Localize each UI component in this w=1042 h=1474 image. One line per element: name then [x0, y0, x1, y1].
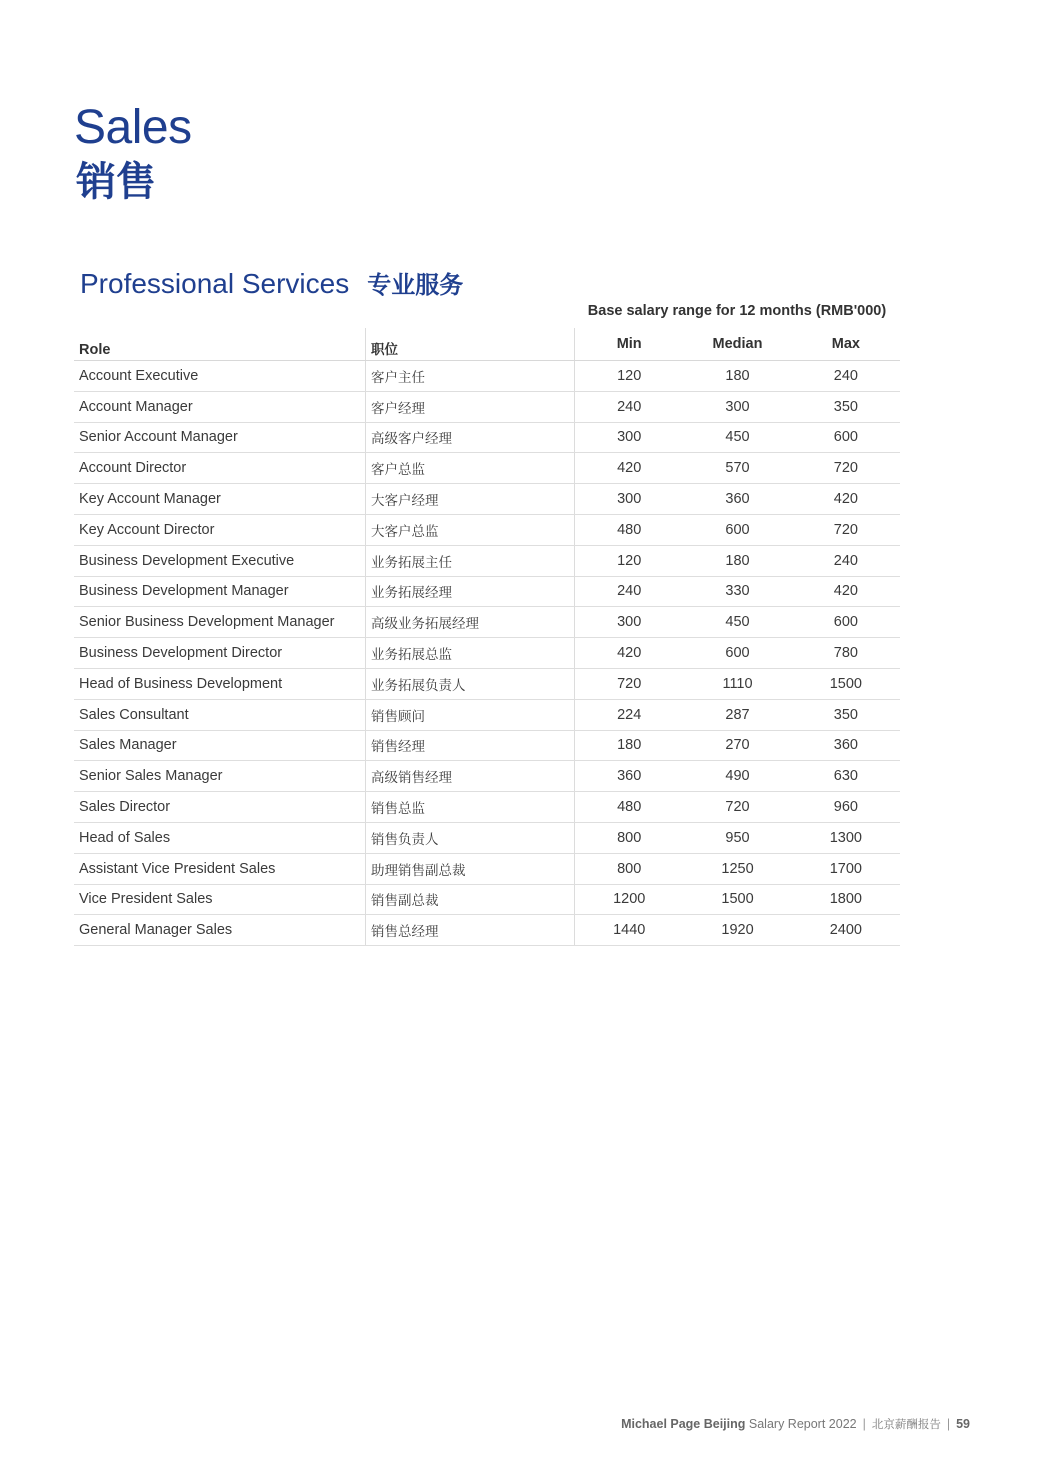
table-row [74, 607, 900, 638]
page-title: Sales [74, 101, 192, 154]
footer-report: Salary Report 2022 [748, 1417, 857, 1431]
cell-role: Senior Sales Manager [74, 761, 365, 792]
cell-min: 240 [575, 576, 684, 607]
table-row [74, 638, 900, 669]
cell-role: Senior Account Manager [74, 422, 365, 453]
cell-median: 330 [683, 576, 791, 607]
cell-min: 120 [575, 361, 684, 392]
table-row [74, 761, 900, 792]
cell-role: Business Development Director [74, 638, 365, 669]
cell-min: 720 [575, 668, 684, 699]
cell-median: 180 [683, 545, 791, 576]
table-row [74, 453, 900, 484]
table-row [74, 822, 900, 853]
cell-role-chinese: 助理销售副总裁 [365, 853, 574, 884]
cell-role: Account Executive [74, 361, 365, 392]
cell-max: 720 [792, 453, 900, 484]
cell-role-chinese: 客户主任 [365, 361, 574, 392]
cell-median: 450 [683, 607, 791, 638]
table-body [74, 361, 900, 946]
cell-max: 350 [792, 699, 900, 730]
cell-role-chinese: 客户总监 [365, 453, 574, 484]
table-row [74, 730, 900, 761]
cell-min: 300 [575, 422, 684, 453]
cell-median: 950 [683, 822, 791, 853]
cell-role: Head of Business Development [74, 668, 365, 699]
cell-max: 420 [792, 484, 900, 515]
cell-role-chinese: 业务拓展负责人 [365, 668, 574, 699]
cell-role: Sales Consultant [74, 699, 365, 730]
cell-min: 300 [575, 607, 684, 638]
cell-min: 300 [575, 484, 684, 515]
cell-median: 720 [683, 792, 791, 823]
cell-min: 1200 [575, 884, 684, 915]
table-row [74, 361, 900, 392]
cell-median: 1110 [683, 668, 791, 699]
cell-min: 1440 [575, 915, 684, 946]
cell-role-chinese: 业务拓展主任 [365, 545, 574, 576]
cell-min: 800 [575, 822, 684, 853]
cell-min: 800 [575, 853, 684, 884]
table-row [74, 391, 900, 422]
table-row [74, 545, 900, 576]
cell-median: 570 [683, 453, 791, 484]
cell-max: 240 [792, 361, 900, 392]
salary-table [74, 328, 900, 946]
cell-max: 2400 [792, 915, 900, 946]
cell-max: 1700 [792, 853, 900, 884]
cell-min: 420 [575, 453, 684, 484]
cell-min: 180 [575, 730, 684, 761]
cell-min: 420 [575, 638, 684, 669]
salary-range-caption: Base salary range for 12 months (RMB'000) [587, 303, 887, 319]
cell-median: 270 [683, 730, 791, 761]
cell-max: 960 [792, 792, 900, 823]
page-title-chinese: 销售 [76, 159, 156, 205]
table-row [74, 576, 900, 607]
cell-median: 490 [683, 761, 791, 792]
cell-role: Head of Sales [74, 822, 365, 853]
cell-role: Key Account Director [74, 514, 365, 545]
cell-median: 600 [683, 514, 791, 545]
cell-role: Account Manager [74, 391, 365, 422]
cell-role: Vice President Sales [74, 884, 365, 915]
cell-max: 600 [792, 422, 900, 453]
cell-max: 360 [792, 730, 900, 761]
cell-max: 350 [792, 391, 900, 422]
table-row [74, 884, 900, 915]
table-row [74, 514, 900, 545]
table-row [74, 792, 900, 823]
cell-role-chinese: 销售顾问 [365, 699, 574, 730]
cell-max: 630 [792, 761, 900, 792]
cell-max: 1500 [792, 668, 900, 699]
cell-max: 780 [792, 638, 900, 669]
cell-role: Assistant Vice President Sales [74, 853, 365, 884]
cell-median: 360 [683, 484, 791, 515]
cell-median: 600 [683, 638, 791, 669]
cell-min: 480 [575, 514, 684, 545]
cell-median: 180 [683, 361, 791, 392]
cell-min: 224 [575, 699, 684, 730]
cell-role-chinese: 销售总监 [365, 792, 574, 823]
cell-min: 360 [575, 761, 684, 792]
cell-role: Sales Director [74, 792, 365, 823]
cell-role-chinese: 高级客户经理 [365, 422, 574, 453]
cell-role-chinese: 业务拓展经理 [365, 576, 574, 607]
cell-role-chinese: 大客户总监 [365, 514, 574, 545]
cell-min: 480 [575, 792, 684, 823]
cell-min: 240 [575, 391, 684, 422]
footer-brand: Michael Page Beijing [621, 1417, 746, 1431]
header-max: Max [792, 328, 900, 361]
cell-max: 1300 [792, 822, 900, 853]
cell-role: Senior Business Development Manager [74, 607, 365, 638]
table-row [74, 668, 900, 699]
cell-max: 1800 [792, 884, 900, 915]
cell-role-chinese: 销售副总裁 [365, 884, 574, 915]
cell-max: 720 [792, 514, 900, 545]
cell-median: 1500 [683, 884, 791, 915]
table-row [74, 853, 900, 884]
page-number: 59 [956, 1417, 970, 1431]
cell-role-chinese: 销售经理 [365, 730, 574, 761]
header-min: Min [575, 328, 684, 361]
page-footer [621, 1416, 970, 1432]
footer-report-chinese: 北京薪酬报告 [871, 1417, 941, 1431]
cell-role-chinese: 大客户经理 [365, 484, 574, 515]
table-header-row [74, 328, 900, 361]
footer-separator: | [946, 1417, 951, 1431]
section-title-english: Professional Services [80, 268, 350, 299]
cell-role: Business Development Executive [74, 545, 365, 576]
cell-role: Sales Manager [74, 730, 365, 761]
cell-role-chinese: 客户经理 [365, 391, 574, 422]
cell-median: 1250 [683, 853, 791, 884]
header-role-chinese: 职位 [365, 328, 574, 361]
table-row [74, 915, 900, 946]
table-row [74, 422, 900, 453]
footer-separator: | [862, 1417, 866, 1431]
cell-role-chinese: 高级销售经理 [365, 761, 574, 792]
cell-median: 450 [683, 422, 791, 453]
cell-role-chinese: 高级业务拓展经理 [365, 607, 574, 638]
section-title [80, 264, 463, 305]
cell-median: 1920 [683, 915, 791, 946]
header-median: Median [683, 328, 791, 361]
cell-role-chinese: 销售负责人 [365, 822, 574, 853]
cell-max: 600 [792, 607, 900, 638]
cell-role-chinese: 业务拓展总监 [365, 638, 574, 669]
table-row [74, 484, 900, 515]
cell-max: 240 [792, 545, 900, 576]
table-row [74, 699, 900, 730]
cell-role: Key Account Manager [74, 484, 365, 515]
cell-role: Business Development Manager [74, 576, 365, 607]
cell-max: 420 [792, 576, 900, 607]
cell-median: 300 [683, 391, 791, 422]
cell-min: 120 [575, 545, 684, 576]
cell-median: 287 [683, 699, 791, 730]
cell-role: General Manager Sales [74, 915, 365, 946]
section-title-chinese: 专业服务 [367, 271, 464, 299]
cell-role: Account Director [74, 453, 365, 484]
header-role: Role [74, 328, 365, 361]
cell-role-chinese: 销售总经理 [365, 915, 574, 946]
